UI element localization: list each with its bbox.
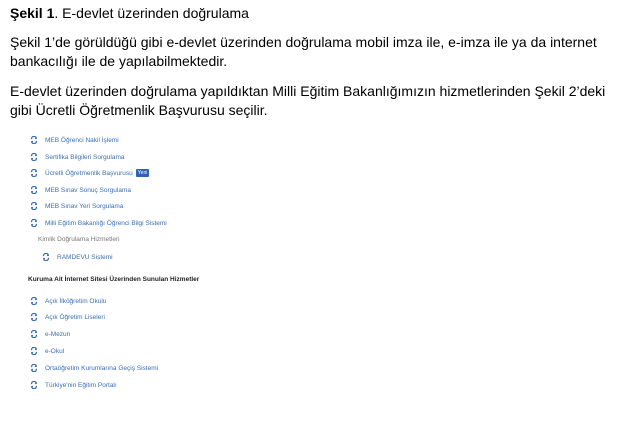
site-service-link-label[interactable]: e-Okul [45,347,65,355]
service-link[interactable] [30,217,167,229]
refresh-arrows-icon [30,202,38,210]
refresh-arrows-icon [30,347,38,355]
refresh-arrows-icon [30,381,38,389]
site-service-link[interactable] [30,345,64,357]
refresh-arrows-icon [30,169,38,177]
refresh-arrows-icon [30,364,38,372]
site-service-link-label[interactable]: Ortaöğretim Kurumlarına Geçiş Sistemi [45,364,159,372]
site-service-link-label[interactable]: e-Mezun [45,330,71,338]
service-link-label[interactable]: MEB Sınav Yeri Sorgulama [45,202,124,210]
refresh-arrows-icon [42,253,50,261]
paragraph-verification-methods: Şekil 1’de görüldüğü gibi e-devlet üzerinden doğrulama mobil imza ile, e-imza ile ya da internet bankacılığı ile de yapılabilmektedir. [10,34,597,69]
identity-group-label: Kimlik Doğrulama Hizmetleri [38,236,120,243]
refresh-arrows-icon [30,219,38,227]
site-service-link[interactable] [30,328,70,340]
refresh-arrows-icon [30,186,38,194]
service-link-ramdevu[interactable] [42,251,113,263]
refresh-arrows-icon [30,313,38,321]
figure-caption: . E-devlet üzerinden doğrulama [54,5,249,21]
service-link-ucretli-ogretmenlik[interactable] [30,167,149,179]
figure-heading [10,4,249,22]
section-title: Kuruma Ait İnternet Sitesi Üzerinden Sunulan Hizmetler [28,276,200,283]
site-service-link-label[interactable]: Türkiye'nin Eğitim Portalı [45,381,117,389]
paragraph-select-service: E-devlet üzerinden doğrulama yapıldıktan Milli Eğitim Bakanlığımızın hizmetlerinden Şekil 2’deki gibi Ücretli Öğretmenlik Başvurusu seçilir. [10,83,606,118]
service-link-label[interactable]: Sertifika Bilgileri Sorgulama [45,153,125,161]
site-service-link[interactable] [30,295,106,307]
site-service-link-label[interactable]: Açık İlköğretim Okulu [45,297,107,305]
refresh-arrows-icon [30,153,38,161]
service-link-label[interactable]: RAMDEVU Sistemi [57,253,113,261]
service-link-label[interactable]: Ücretli Öğretmenlik Başvurusu [45,169,133,177]
new-badge: Yeni [137,170,148,176]
site-service-link[interactable] [30,362,158,374]
refresh-arrows-icon [30,330,38,338]
service-link[interactable] [30,134,119,146]
refresh-arrows-icon [30,297,38,305]
figure-number: Şekil 1 [10,5,55,21]
site-service-link[interactable] [30,311,105,323]
site-service-link-label[interactable]: Açık Öğretim Liseleri [45,313,105,321]
service-link-label[interactable]: MEB Sınav Sonuç Sorgulama [45,186,131,194]
service-link-label[interactable]: MEB Öğrenci Nakil İşlemi [45,136,119,144]
service-link-label[interactable]: Milli Eğitim Bakanlığı Öğrenci Bilgi Sistemi [45,219,167,227]
service-link[interactable] [30,151,124,163]
refresh-arrows-icon [30,136,38,144]
site-service-link[interactable] [30,379,117,391]
service-link[interactable] [30,184,131,196]
service-link[interactable] [30,200,123,212]
